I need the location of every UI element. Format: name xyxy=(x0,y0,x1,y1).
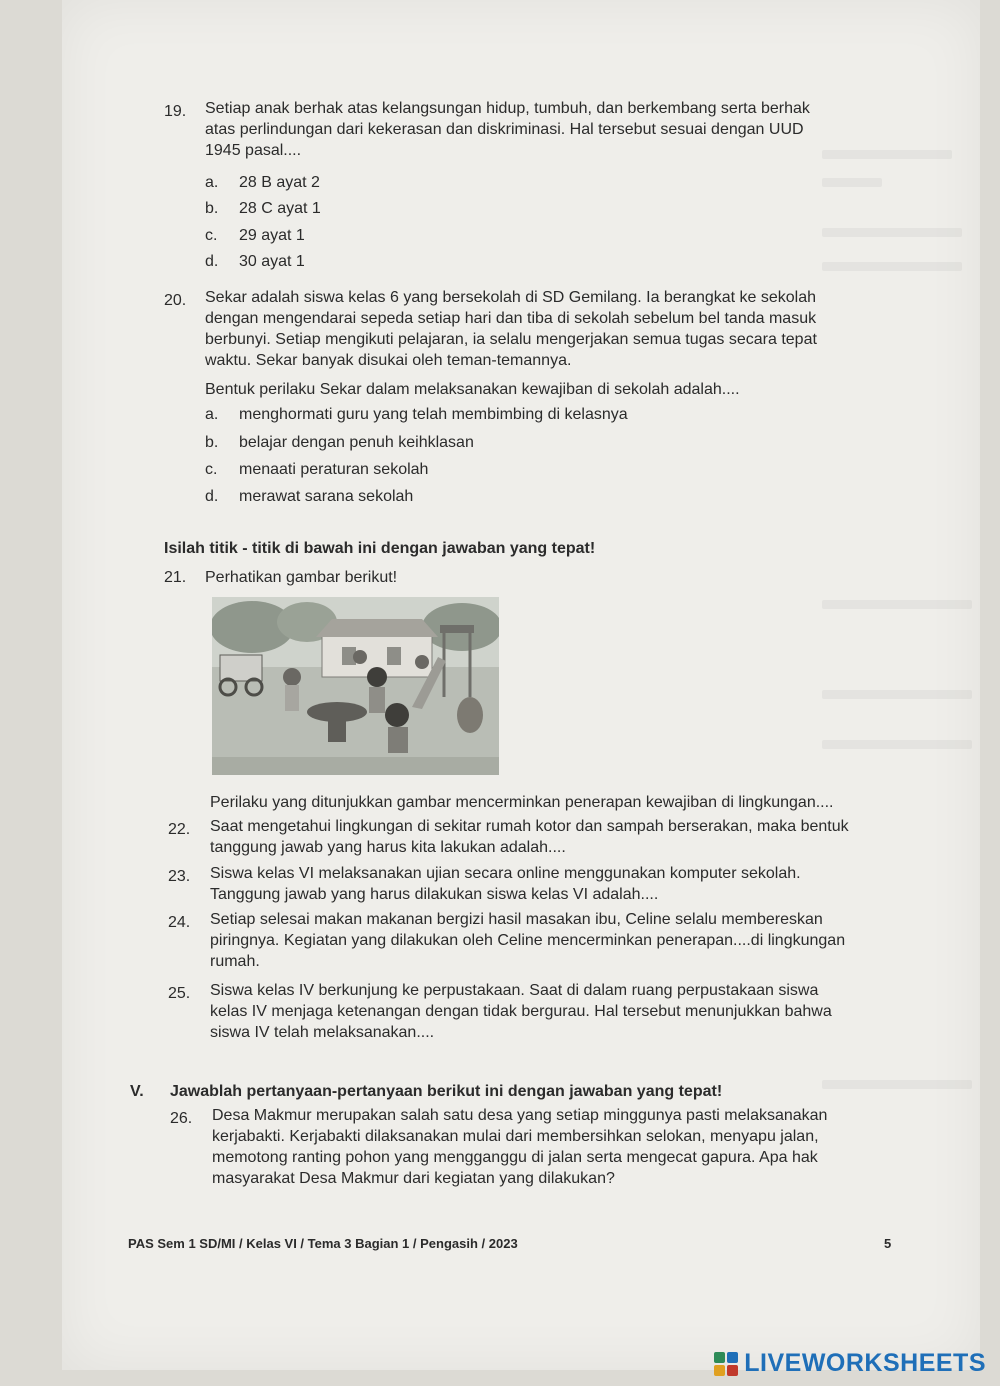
page-number: 5 xyxy=(884,1236,892,1251)
section-numeral: V. xyxy=(130,1083,144,1100)
question-number: 23. xyxy=(168,868,191,885)
option-b: b. belajar dengan penuh keihklasan xyxy=(205,434,474,451)
bleed-through xyxy=(822,262,962,271)
option-d: d. 30 ayat 1 xyxy=(205,253,305,270)
bleed-through xyxy=(822,178,882,187)
bleed-through xyxy=(822,740,972,749)
section-heading-fill: Isilah titik - titik di bawah ini dengan jawaban yang tepat! xyxy=(164,540,596,557)
liveworksheets-wordmark: LIVEWORKSHEETS xyxy=(744,1349,986,1377)
bleed-through xyxy=(822,1080,972,1089)
bleed-through xyxy=(822,600,972,609)
liveworksheets-watermark xyxy=(714,1349,986,1378)
option-b: b. 28 C ayat 1 xyxy=(205,200,321,217)
bleed-through xyxy=(822,690,972,699)
question-number: 26. xyxy=(170,1110,193,1127)
question-number: 20. xyxy=(164,292,187,309)
question-text: Saat mengetahui lingkungan di sekitar rumah kotor dan sampah berserakan, maka bentuk tanggung jawab yang harus kita lakukan adalah.... xyxy=(210,818,849,856)
question-number: 19. xyxy=(164,103,187,120)
bleed-through xyxy=(822,228,962,237)
question-text: Perhatikan gambar berikut! xyxy=(205,569,398,586)
option-a: a. 28 B ayat 2 xyxy=(205,174,320,191)
section-heading-essay: Jawablah pertanyaan-pertanyaan berikut ini dengan jawaban yang tepat! xyxy=(170,1083,723,1100)
question-text: Sekar adalah siswa kelas 6 yang bersekolah di SD Gemilang. Ia berangkat ke sekolah dengan mengendarai sepeda setiap hari dan tiba di sekolah sebelum bel tanda masuk berbunyi. Setiap mengikuti pelajaran, ia selalu mengerjakan semua tugas secara tepat waktu. Sekar banyak disukai oleh teman-temannya. xyxy=(205,289,817,369)
page-footer-info: PAS Sem 1 SD/MI / Kelas VI / Tema 3 Bagian 1 / Pengasih / 2023 xyxy=(128,1236,518,1251)
option-a: a. menghormati guru yang telah membimbing di kelasnya xyxy=(205,406,628,423)
question-text: Setiap anak berhak atas kelangsungan hidup, tumbuh, dan berkembang serta berhak atas perlindungan dari kekerasan dan diskriminasi. Hal tersebut sesuai dengan UUD 1945 pasal.... xyxy=(205,100,810,159)
question-text: Siswa kelas IV berkunjung ke perpustakaan. Saat di dalam ruang perpustakaan siswa kelas IV menjaga ketenangan dengan tidak bergurau. Hal tersebut menunjukkan bahwa siswa IV telah melaksanakan.... xyxy=(210,982,832,1041)
option-c: c. menaati peraturan sekolah xyxy=(205,461,429,478)
question-prompt: Bentuk perilaku Sekar dalam melaksanakan kewajiban di sekolah adalah.... xyxy=(205,381,740,398)
question-number: 24. xyxy=(168,914,191,931)
question-number: 25. xyxy=(168,985,191,1002)
question-number: 22. xyxy=(168,821,191,838)
liveworksheets-logo-icon xyxy=(714,1352,738,1376)
worksheet-page xyxy=(62,0,980,1370)
question-caption: Perilaku yang ditunjukkan gambar mencerminkan penerapan kewajiban di lingkungan.... xyxy=(210,794,834,811)
question-text: Setiap selesai makan makanan bergizi hasil masakan ibu, Celine selalu membereskan piringnya. Kegiatan yang dilakukan oleh Celine mencerminkan penerapan....di lingkungan rumah. xyxy=(210,911,846,970)
option-d: d. merawat sarana sekolah xyxy=(205,488,414,505)
question-number: 21. xyxy=(164,569,187,586)
cleaning-activity-illustration xyxy=(212,597,499,775)
question-text: Desa Makmur merupakan salah satu desa yang setiap minggunya pasti melaksanakan kerjabakti. Kerjabakti dilaksanakan mulai dari membersihkan selokan, menyapu jalan, memotong ranting pohon yang mengganggu di jalan serta mengecat gapura. Apa hak masyarakat Desa Makmur dari kegiatan yang dilakukan? xyxy=(212,1107,828,1187)
question-text: Siswa kelas VI melaksanakan ujian secara online menggunakan komputer sekolah. Tanggung jawab yang harus dilakukan siswa kelas VI adalah.... xyxy=(210,865,801,903)
option-c: c. 29 ayat 1 xyxy=(205,227,305,244)
